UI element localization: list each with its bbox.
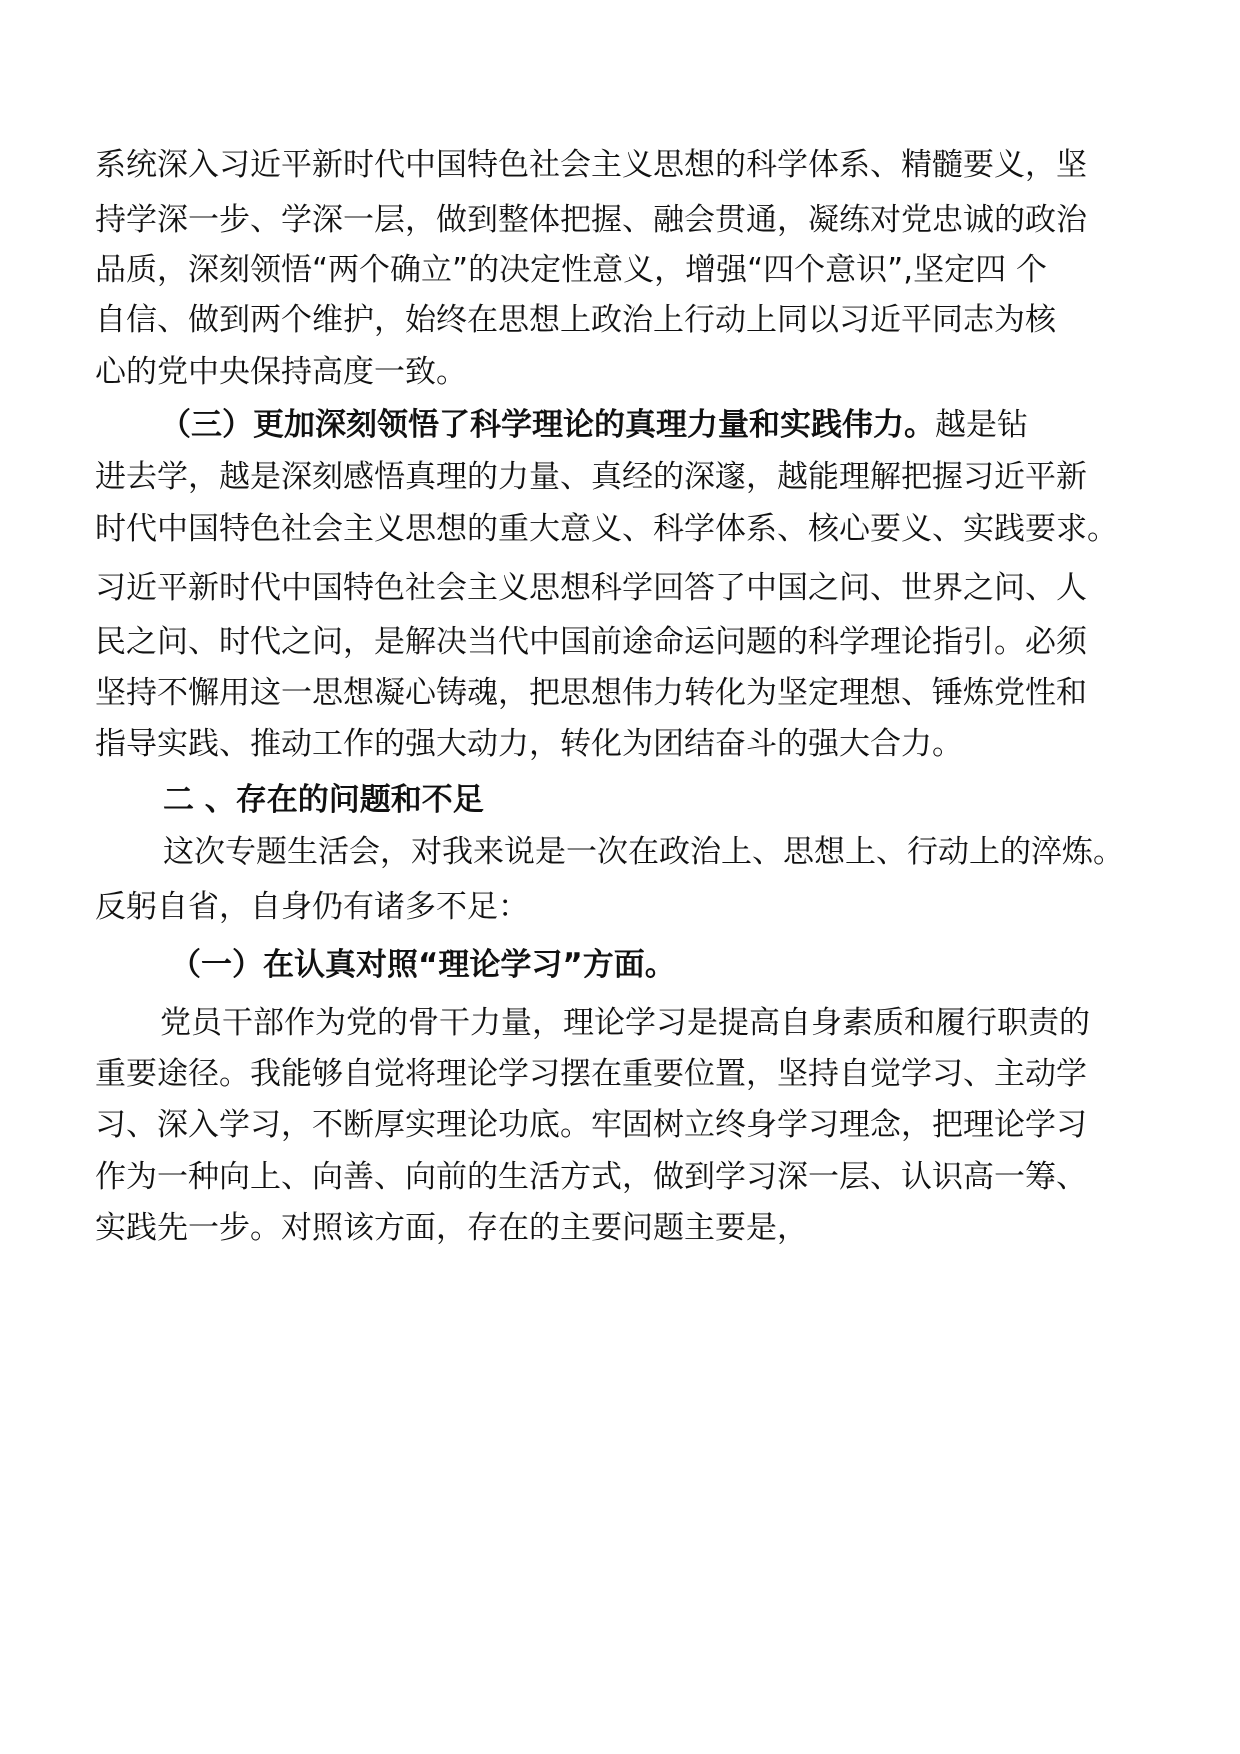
section-heading: 二 、存在的问题和不足	[163, 782, 484, 818]
text-line: 心的党中央保持高度一致。	[95, 354, 467, 390]
text-line: 进去学，越是深刻感悟真理的力量、真经的深邃，越能理解把握习近平新	[95, 459, 1087, 495]
text-line: 重要途径。我能够自觉将理论学习摆在重要位置，坚持自觉学习、主动学	[95, 1056, 1087, 1092]
text-line: 党员干部作为党的骨干力量，理论学习是提高自身素质和履行职责的	[160, 1005, 1090, 1041]
text-line: 反躬自省，自身仍有诸多不足：	[95, 889, 529, 925]
text-line: 这次专题生活会，对我来说是一次在政治上、思想上、行动上的淬炼。	[163, 834, 1124, 870]
text-line: 作为一种向上、向善、向前的生活方式，做到学习深一层、认识高一筹、	[95, 1159, 1087, 1195]
text-line: 习、深入学习，不断厚实理论功底。牢固树立终身学习理念，把理论学习	[95, 1107, 1087, 1143]
text-line: 坚持不懈用这一思想凝心铸魂，把思想伟力转化为坚定理想、锤炼党性和	[95, 675, 1087, 711]
text-line: 时代中国特色社会主义思想的重大意义、科学体系、核心要义、实践要求。	[95, 511, 1118, 547]
text-line: 民之问、时代之问，是解决当代中国前途命运问题的科学理论指引。必须	[95, 624, 1087, 660]
text-line: 持学深一步、学深一层，做到整体把握、融会贯通，凝练对党忠诚的政治	[95, 202, 1087, 238]
paragraph-heading	[160, 405, 1028, 445]
text-line: 系统深入习近平新时代中国特色社会主义思想的科学体系、精髓要义，坚	[95, 147, 1087, 183]
text-line: 品质，深刻领悟“两个确立”的决定性意义，增强“四个意识”,坚定四 个	[95, 252, 1047, 288]
text-line: 习近平新时代中国特色社会主义思想科学回答了中国之问、世界之问、人	[95, 570, 1087, 606]
bold-heading: （三）更加深刻领悟了科学理论的真理力量和实践伟力。	[160, 407, 935, 443]
heading-continuation: 越是钻	[935, 407, 1028, 443]
text-line: 自信、做到两个维护，始终在思想上政治上行动上同以习近平同志为核	[95, 302, 1056, 338]
text-line: 指导实践、推动工作的强大动力，转化为团结奋斗的强大合力。	[95, 726, 963, 762]
text-line: 实践先一步。对照该方面，存在的主要问题主要是，	[95, 1210, 808, 1246]
subsection-heading: （一）在认真对照“理论学习”方面。	[170, 947, 676, 983]
